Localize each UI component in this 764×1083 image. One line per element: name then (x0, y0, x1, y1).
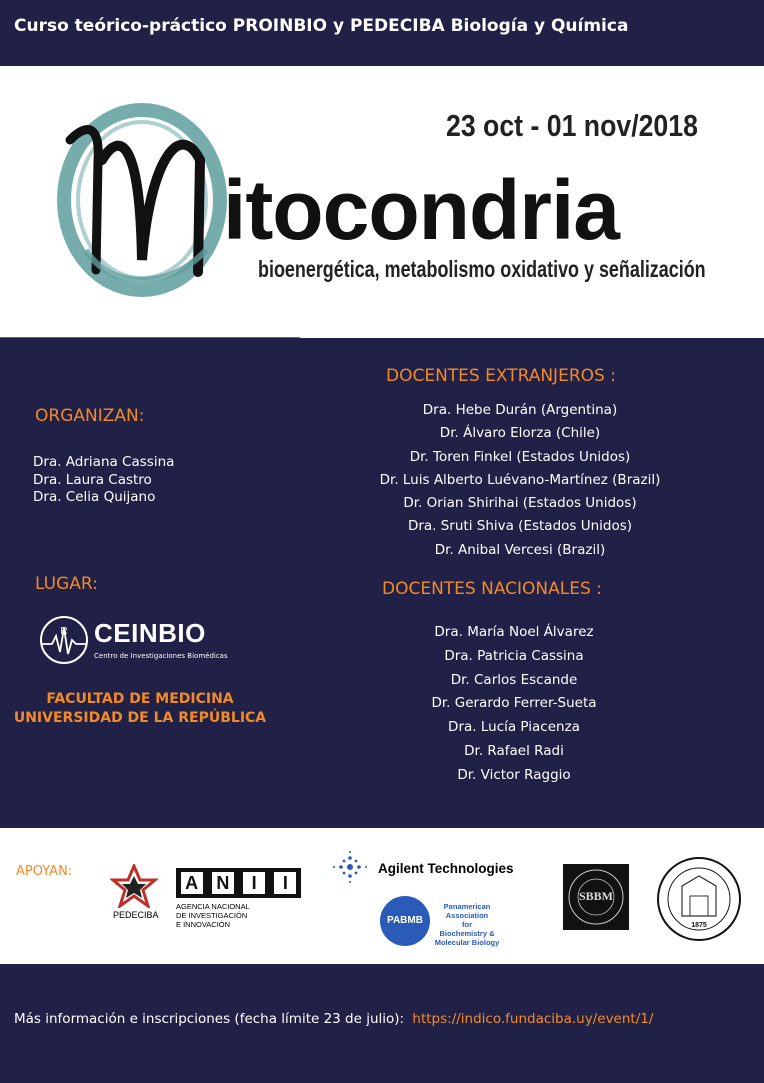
anii-logo (176, 868, 301, 898)
pedeciba-name: PEDECIBA (113, 910, 159, 920)
anii-letter: I (274, 872, 296, 894)
anii-letter: I (243, 872, 265, 894)
ceinbio-name: CEINBIO (94, 618, 206, 648)
footer-info (14, 1011, 653, 1027)
anii-text-line: AGENCIA NACIONAL (176, 902, 250, 911)
pabmb-text-line: Association (445, 911, 489, 920)
ceinbio-logo (38, 614, 228, 670)
main-info-section (0, 338, 764, 828)
list-item: Dr. Victor Raggio (457, 766, 571, 783)
course-title: Curso teórico-práctico PROINBIO y PEDECIBA Biología y Química (14, 16, 629, 36)
faculty-seal-icon (656, 856, 742, 942)
foreign-teachers-list (360, 399, 680, 562)
list-item: Dra. Sruti Shiva (Estados Unidos) (407, 518, 633, 535)
pabmb-text-line: Panamerican (443, 902, 491, 911)
list-item: Dr. Carlos Escande (450, 671, 578, 688)
agilent-spark-icon (330, 850, 370, 884)
pabmb-text-line: Molecular Biology (434, 938, 500, 947)
institution-name (0, 690, 280, 728)
list-item: Dr. Orian Shirihai (Estados Unidos) (403, 495, 637, 512)
institution-line: FACULTAD DE MEDICINA (46, 691, 234, 707)
anii-letter: N (212, 872, 234, 894)
list-item: Dr. Luis Alberto Luévano-Martínez (Brazil) (379, 471, 661, 488)
anii-text-line: E INNOVACIÓN (176, 920, 231, 929)
anii-text-line: DE INVESTIGACIÓN (176, 911, 248, 920)
list-item: Dr. Álvaro Elorza (Chile) (439, 425, 601, 442)
event-link[interactable]: https://indico.fundaciba.uy/event/1/ (412, 1011, 654, 1027)
pabmb-text-line: for (462, 920, 472, 929)
venue-heading: LUGAR: (35, 574, 98, 594)
anii-letter: A (181, 872, 203, 894)
organizers-heading: ORGANIZAN: (35, 406, 145, 426)
ceinbio-subtitle: Centro de Investigaciones Biomédicas (94, 652, 228, 660)
anii-full-name (176, 902, 250, 929)
top-banner (0, 0, 764, 66)
list-item: Dra. Laura Castro (33, 471, 152, 488)
sponsors-section (0, 828, 764, 964)
sbbm-badge-text: SBBM (578, 889, 613, 903)
sbbm-logo (563, 864, 629, 930)
faculty-seal-year: 1875 (691, 922, 707, 929)
pabmb-logo: PABMB (380, 896, 430, 946)
list-item: Dra. Lucía Piacenza (448, 719, 580, 736)
list-item: Dra. Celia Quijano (33, 489, 156, 505)
foreign-teachers-heading: DOCENTES EXTRANJEROS : (386, 366, 616, 386)
list-item: Dra. Patricia Cassina (444, 647, 584, 664)
list-item: Dr. Toren Finkel (Estados Unidos) (409, 448, 631, 465)
list-item: Dra. María Noel Álvarez (434, 624, 594, 640)
event-subtitle: bioenergética, metabolismo oxidativo y señalización (258, 256, 706, 282)
national-teachers-heading: DOCENTES NACIONALES : (382, 579, 602, 599)
organizers-list (33, 454, 174, 507)
facultad-medicina-seal (656, 856, 742, 942)
registration-info-text: Más información e inscripciones (fecha límite 23 de julio): (14, 1011, 405, 1027)
list-item: Dr. Rafael Radi (464, 742, 564, 759)
national-teachers-list (354, 621, 674, 788)
pabmb-full-name (432, 902, 502, 947)
list-item: Dra. Adriana Cassina (33, 454, 175, 470)
pedeciba-logo-icon (110, 864, 158, 908)
ceinbio-emblem-icon (38, 614, 90, 666)
sponsors-label: APOYAN: (16, 864, 73, 879)
agilent-name: Agilent Technologies (378, 861, 514, 876)
list-item: Dra. Hebe Durán (Argentina) (422, 402, 618, 418)
mitocondria-m-logo (30, 100, 240, 300)
list-item: Dr. Gerardo Ferrer-Sueta (431, 695, 597, 712)
footer-banner (0, 964, 764, 1083)
svg-text:R: R (60, 626, 68, 637)
pabmb-text-line: Biochemistry & (439, 929, 495, 938)
institution-line: UNIVERSIDAD DE LA REPÚBLICA (13, 710, 267, 726)
event-title: itocondria (223, 163, 620, 257)
list-item: Dr. Anibal Vercesi (Brazil) (434, 541, 606, 558)
event-dates: 23 oct - 01 nov/2018 (446, 108, 698, 143)
